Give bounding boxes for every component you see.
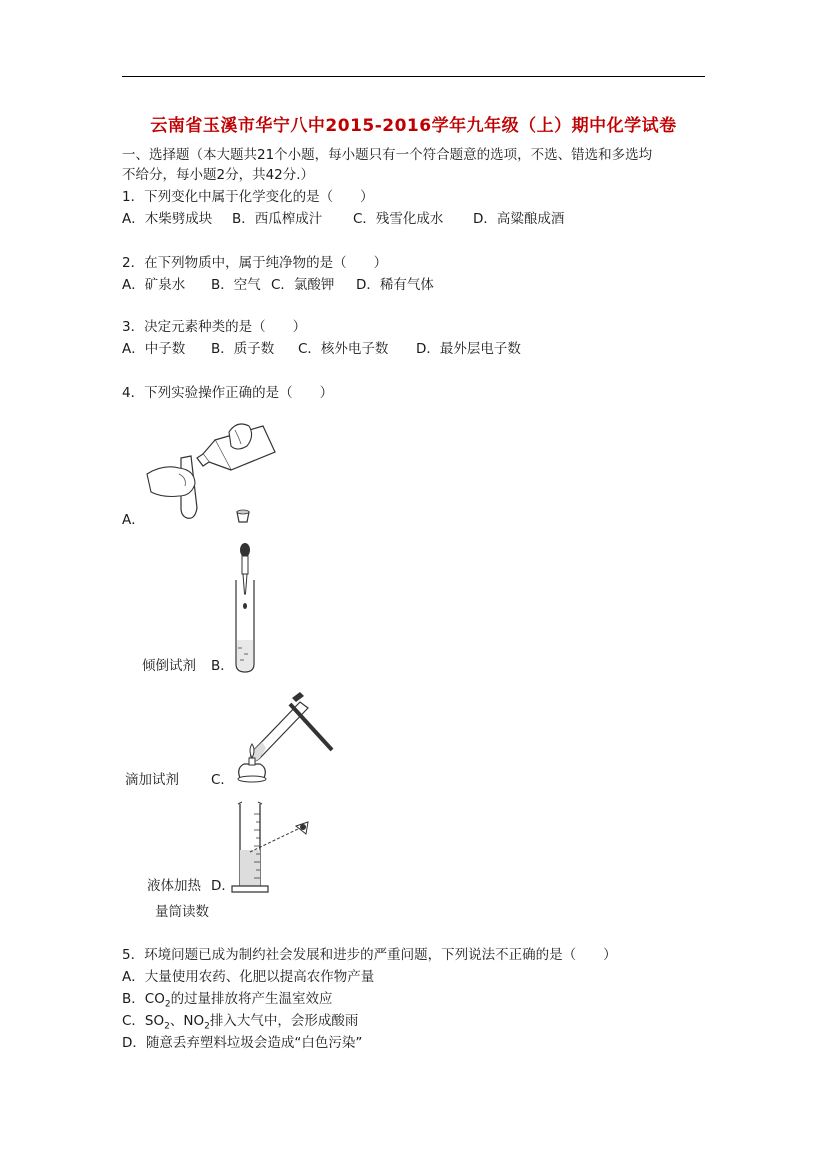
question-4-label-c: C．	[211, 772, 234, 788]
question-1-option-a: A．木柴劈成块	[122, 211, 213, 227]
question-5-option-d: D．随意丢弃塑料垃圾会造成“白色污染”	[122, 1035, 363, 1051]
question-3-option-d: D．最外层电子数	[416, 341, 521, 357]
question-5-option-b: B．$CO_2$的过量排放将产生温室效应	[122, 991, 333, 1010]
question-4-caption-a: 倾倒试剂	[142, 658, 196, 674]
question-2-option-d: D．稀有气体	[356, 277, 434, 293]
cylinder-reading-figure	[230, 800, 320, 895]
question-2-option-c: C．氯酸钾	[271, 277, 335, 293]
question-4-label-a: A．	[122, 512, 145, 528]
question-1-option-b: B．西瓜榨成汁	[232, 211, 323, 227]
question-4-caption-b: 滴加试剂	[125, 772, 179, 788]
section-heading-line1: 一、选择题（本大题共21个小题，每小题只有一个符合题意的选项，不选、错选和多选均	[122, 147, 653, 163]
question-5-stem: 5．环境问题已成为制约社会发展和进步的严重问题，下列说法不正确的是（ ）	[122, 947, 617, 963]
question-2-option-a: A．矿泉水	[122, 277, 186, 293]
question-5-option-c: C．$SO_2$、$NO_2$排入大气中，会形成酸雨	[122, 1013, 359, 1032]
question-4-caption-c: 液体加热	[147, 878, 201, 894]
question-2-option-b: B．空气	[211, 277, 261, 293]
pouring-reagent-figure	[145, 412, 280, 524]
question-4-caption-d: 量筒读数	[155, 904, 209, 920]
question-1-option-c: C．残雪化成水	[353, 211, 444, 227]
question-4-label-d: D．	[211, 878, 235, 894]
question-4-stem: 4．下列实验操作正确的是（ ）	[122, 385, 334, 401]
question-3-option-b: B．质子数	[211, 341, 275, 357]
header-rule	[122, 76, 705, 77]
question-3-stem: 3．决定元素种类的是（ ）	[122, 319, 307, 335]
question-2-stem: 2．在下列物质中，属于纯净物的是（ ）	[122, 255, 388, 271]
question-5-option-a: A．大量使用农药、化肥以提高农作物产量	[122, 969, 375, 985]
question-3-option-a: A．中子数	[122, 341, 186, 357]
question-4-label-b: B．	[211, 658, 234, 674]
question-1-stem: 1．下列变化中属于化学变化的是（ ）	[122, 189, 374, 205]
heating-liquid-figure	[232, 690, 337, 790]
question-1-option-d: D．高粱酿成酒	[473, 211, 565, 227]
dropper-figure	[230, 540, 265, 675]
question-3-option-c: C．核外电子数	[298, 341, 389, 357]
page-title: 云南省玉溪市华宁八中2015-2016学年九年级（上）期中化学试卷	[150, 116, 677, 136]
section-heading-line2: 不给分，每小题2分，共42分.）	[122, 167, 315, 183]
